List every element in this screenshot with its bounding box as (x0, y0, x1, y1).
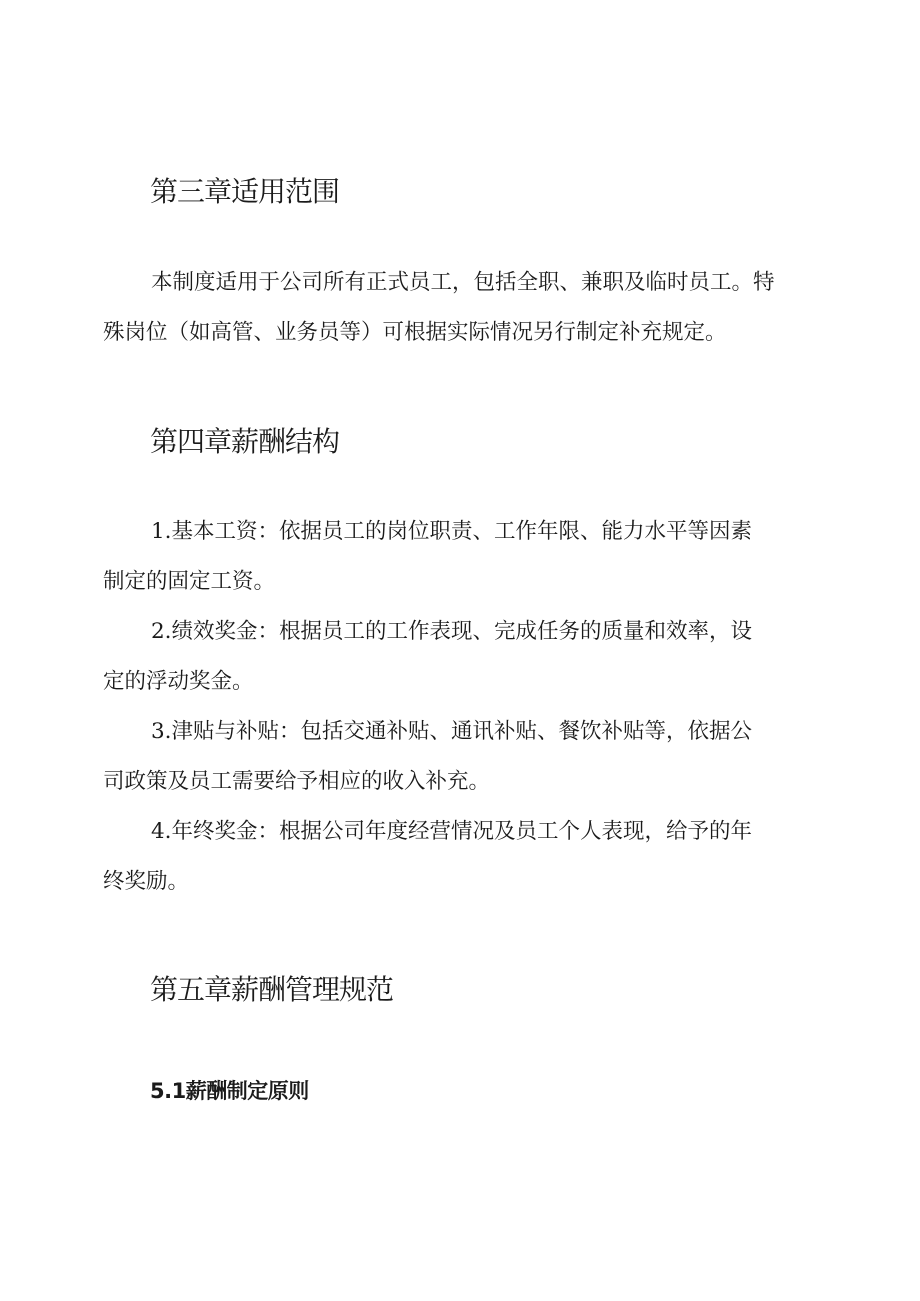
paragraph-line: 殊岗位（如高管、业务员等）可根据实际情况另行制定补充规定。 (103, 320, 727, 345)
list-item-line: 4.年终奖金：根据公司年度经营情况及员工个人表现，给予的年 (151, 819, 753, 844)
paragraph-line: 本制度适用于公司所有正式员工，包括全职、兼职及临时员工。特 (151, 270, 775, 295)
list-item-line: 2.绩效奖金：根据员工的工作表现、完成任务的质量和效率，设 (151, 619, 753, 644)
section-5-1-heading: 5.1薪酬制定原则 (150, 1079, 309, 1103)
list-item-line: 制定的固定工资。 (103, 569, 276, 594)
list-item-line: 司政策及员工需要给予相应的收入补充。 (103, 769, 491, 794)
list-item-allowances (103, 707, 823, 807)
list-item-line: 3.津贴与补贴：包括交通补贴、通讯补贴、餐饮补贴等，依据公 (151, 719, 753, 744)
chapter-3-paragraph (103, 258, 823, 358)
list-item-basic-salary (103, 507, 823, 607)
chapter-3-heading: 第三章适用范围 (150, 175, 340, 208)
list-item-year-end-bonus (103, 807, 823, 907)
list-item-line: 定的浮动奖金。 (103, 669, 254, 694)
list-item-line: 1.基本工资：依据员工的岗位职责、工作年限、能力水平等因素 (151, 519, 753, 544)
list-item-line: 终奖励。 (103, 869, 190, 894)
chapter-4-heading: 第四章薪酬结构 (150, 425, 340, 458)
list-item-performance-bonus (103, 607, 823, 707)
chapter-5-heading: 第五章薪酬管理规范 (150, 973, 394, 1006)
